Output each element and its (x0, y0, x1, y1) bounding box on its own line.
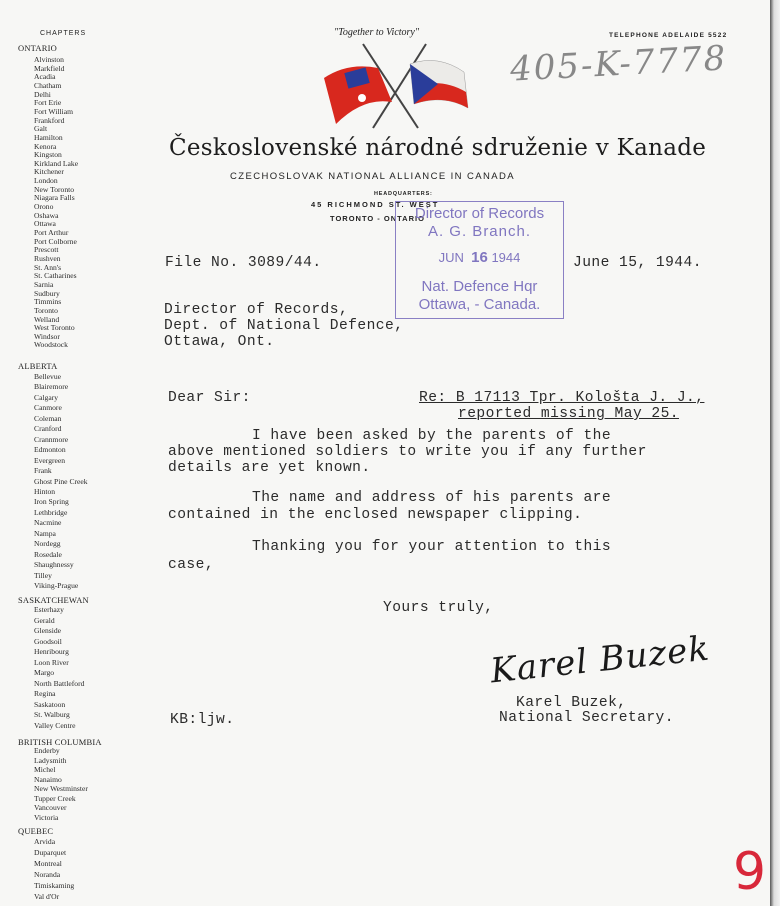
chapter-item: Ghost Pine Creek (34, 476, 88, 486)
page-edge (770, 0, 780, 906)
chapter-item: Frankford (34, 115, 65, 125)
letter-date: June 15, 1944. (573, 255, 702, 271)
chapter-item: Frank (34, 466, 52, 476)
hq-label: HEADQUARTERS: (374, 191, 433, 197)
chapter-item: Goodsoil (34, 636, 62, 646)
chapter-item: Calgary (34, 392, 59, 402)
chapter-item: Crannmore (34, 434, 69, 444)
chapter-item: St. Ann's (34, 262, 62, 272)
chapter-item: Duparquet (34, 848, 67, 857)
paragraph-line: The name and address of his parents are (252, 490, 612, 506)
chapter-item: Niagara Falls (34, 193, 75, 203)
stamp-month: JUN (438, 250, 464, 265)
re-line-2: reported missing May 25. (458, 406, 679, 422)
chapter-item: Noranda (34, 870, 61, 879)
chapter-item: Oshawa (34, 210, 59, 220)
chapter-item: Arvida (34, 837, 56, 846)
chapter-item: London (34, 176, 58, 186)
salutation: Dear Sir: (168, 390, 251, 406)
recipient-line: Director of Records, (164, 302, 349, 318)
chapter-item: Nampa (34, 528, 56, 538)
chapter-item: Chatham (34, 80, 62, 90)
chapter-item: Kingston (34, 150, 62, 160)
chapter-item: Tupper Creek (34, 793, 76, 803)
signature: Karel Buzek (488, 628, 712, 692)
chapter-item: Shaughnessy (34, 560, 74, 570)
file-number: File No. 3089/44. (165, 255, 322, 271)
chapter-section-title: SASKATCHEWAN (18, 595, 89, 605)
stamp-year: 1944 (491, 250, 521, 265)
chapter-item: Lethbridge (34, 507, 68, 517)
chapter-item: Tilley (34, 570, 52, 580)
stamp-date (396, 249, 563, 266)
chapter-item: Esterhazy (34, 605, 64, 614)
paragraph-1 (168, 428, 647, 476)
chapter-item: Loon River (34, 657, 69, 667)
chapter-item: Canmore (34, 403, 62, 413)
chapter-item: Vancouver (34, 803, 67, 812)
chapter-item: Enderby (34, 746, 60, 755)
chapter-item: Rosedale (34, 549, 62, 559)
chapter-item: Alvinston (34, 55, 64, 64)
chapter-item: Hamilton (34, 132, 63, 142)
chapter-item: Windsor (34, 331, 60, 341)
chapter-item: Woodstock (34, 340, 68, 350)
chapter-item: Val d'Or (34, 892, 60, 901)
stamp-line1: Director of Records (414, 205, 545, 222)
chapter-item: Port Colborne (34, 236, 77, 246)
paragraph-line: above mentioned soldiers to write you if any further (168, 444, 647, 460)
paragraph-3 (168, 538, 611, 574)
chapter-item: Valley Centre (34, 720, 76, 730)
chapter-item: Blairemore (34, 382, 69, 392)
chapter-item: West Toronto (34, 323, 75, 333)
chapter-item: Timmins (34, 297, 62, 307)
chapter-item: St. Catharines (34, 271, 77, 281)
paragraph-2 (168, 490, 611, 524)
paragraph-line: Thanking you for your attention to this (252, 539, 612, 555)
chapter-item: Henribourg (34, 647, 69, 656)
chapter-item: Kitchener (34, 167, 64, 177)
chapter-item: New Toronto (34, 184, 75, 194)
chapter-item: New Westminster (34, 784, 88, 793)
chapter-item: Montreal (34, 859, 62, 868)
chapter-item: Edmonton (34, 445, 66, 455)
recipient-line: Dept. of National Defence, (164, 318, 404, 334)
chapter-item: Welland (34, 314, 60, 324)
chapter-item: Orono (34, 202, 54, 212)
paragraph-line: I have been asked by the parents of the (252, 428, 612, 444)
chapter-item: Nordegg (34, 539, 61, 549)
chapter-item: Glenside (34, 626, 61, 635)
stamp-line5: Ottawa, - Canada. (418, 296, 541, 313)
chapter-section-title: QUEBEC (18, 826, 54, 836)
chapter-item: Gerald (34, 615, 55, 625)
signer-title: National Secretary. (499, 710, 674, 726)
re-line-1: Re: B 17113 Tpr. Kološta J. J., (419, 390, 705, 406)
typist-initials: KB:ljw. (170, 712, 235, 728)
stamp-day: 16 (471, 249, 488, 266)
chapter-item: Acadia (34, 72, 56, 82)
telephone: TELEPHONE ADELAIDE 5522 (609, 32, 728, 39)
chapter-item: Timiskaming (34, 881, 75, 890)
chapter-item: Ladysmith (34, 755, 67, 765)
chapter-section-title: ALBERTA (18, 361, 58, 371)
chapter-item: Viking-Prague (34, 581, 79, 590)
stamp-line4: Nat. Defence Hqr (421, 278, 538, 295)
chapter-item: Nacmine (34, 518, 62, 528)
org-name: Československé národné sdruženie v Kanade (169, 135, 707, 161)
chapter-item: Fort Erie (34, 98, 62, 108)
chapter-item: Saskatoon (34, 699, 66, 709)
chapter-item: Kenora (34, 141, 57, 151)
recipient-line: Ottawa, Ont. (164, 334, 275, 350)
chapter-item: Prescott (34, 245, 59, 255)
recipient-address (164, 302, 403, 350)
chapter-item: Bellevue (34, 372, 61, 381)
chapter-item: Michel (34, 765, 56, 774)
motto: "Together to Victory" (334, 27, 420, 38)
stamp-line2: A. G. Branch. (427, 223, 532, 240)
paragraph-line: contained in the enclosed newspaper clipping. (168, 507, 583, 523)
handwritten-file-ref: 405-K-7778 (509, 38, 729, 90)
chapter-item: Markfield (34, 63, 65, 73)
chapter-item: Nanaimo (34, 774, 62, 784)
chapter-item: Coleman (34, 413, 62, 423)
closing: Yours truly, (383, 600, 494, 616)
signer-name: Karel Buzek, (516, 695, 627, 711)
chapter-item: Cranford (34, 424, 62, 434)
chapter-item: North Battleford (34, 678, 85, 688)
received-stamp (395, 201, 564, 319)
chapter-item: Rushven (34, 253, 61, 263)
chapter-item: Iron Spring (34, 497, 69, 507)
chapter-item: Fort William (34, 106, 73, 116)
hq-city: TORONTO - ONTARIO (330, 214, 425, 223)
chapter-item: Port Arthur (34, 228, 69, 237)
chapter-item: Evergreen (34, 455, 66, 465)
chapter-item: Galt (34, 124, 48, 134)
chapter-item: Sudbury (34, 288, 60, 298)
chapter-item: Sarnia (34, 279, 54, 289)
chapters-title: CHAPTERS (40, 30, 87, 37)
chapter-item: Margo (34, 668, 55, 677)
chapters-sidebar (0, 0, 150, 906)
chapter-section-title: ONTARIO (18, 43, 57, 53)
chapter-item: Ottawa (34, 219, 56, 229)
org-name-en: CZECHOSLOVAK NATIONAL ALLIANCE IN CANADA (230, 171, 515, 182)
hq-street: 45 RICHMOND ST. WEST (311, 200, 440, 209)
crossed-flags-icon (318, 42, 473, 130)
chapter-item: Hinton (34, 486, 56, 496)
page-mark: 9 (733, 842, 767, 902)
chapter-item: Regina (34, 689, 56, 698)
paragraph-line: details are yet known. (168, 460, 371, 476)
chapter-item: Delhi (34, 89, 51, 99)
paragraph-line: case, (168, 557, 215, 573)
chapter-item: Kirkland Lake (34, 158, 79, 168)
chapter-section-title: BRITISH COLUMBIA (18, 737, 102, 747)
chapter-item: St. Walburg (34, 710, 70, 719)
chapter-item: Toronto (34, 305, 58, 315)
chapter-item: Victoria (34, 812, 59, 822)
